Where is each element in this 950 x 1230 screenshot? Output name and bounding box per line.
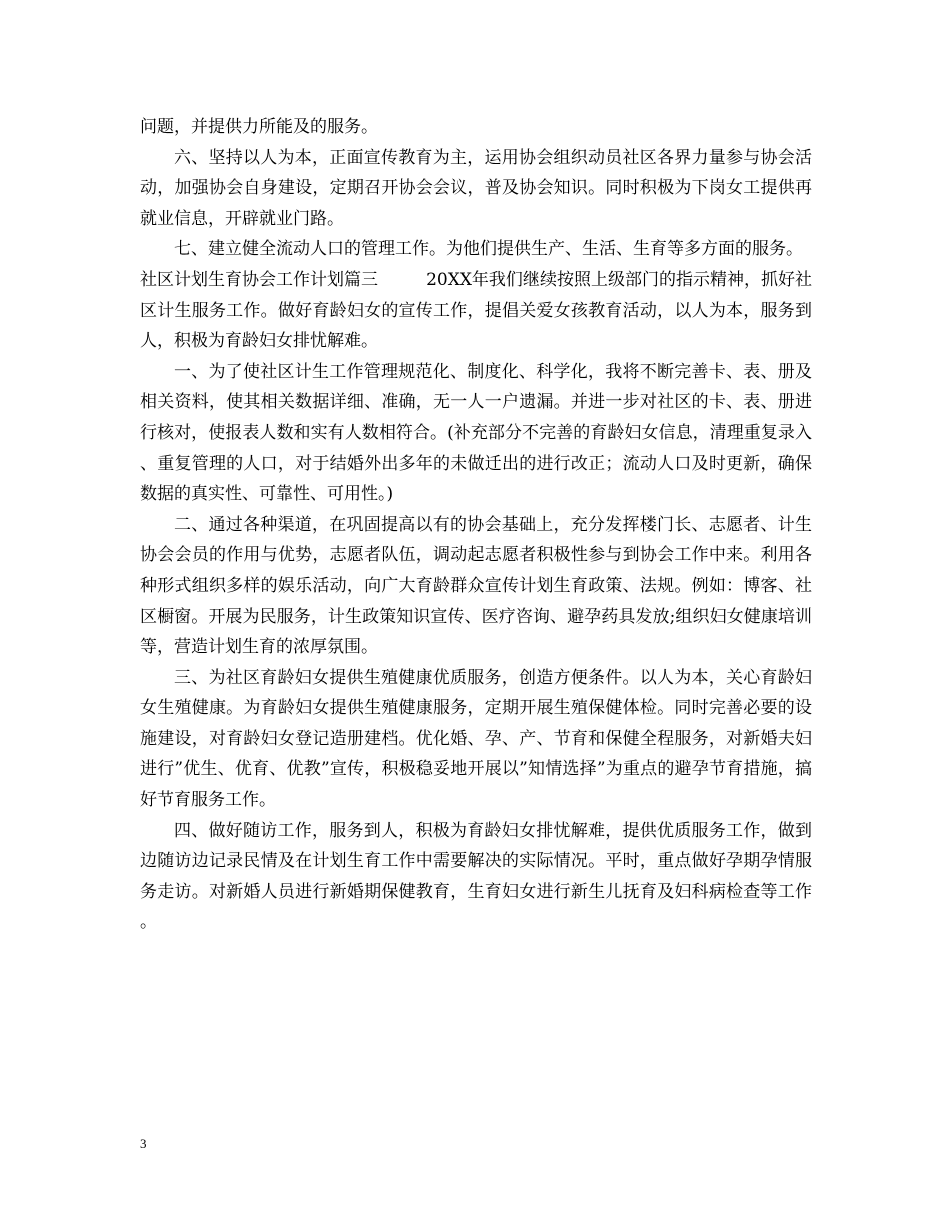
section-intro-text: 20XX年我们继续按照上级部门的指示精神，抓好社区计生服务工作。做好育龄妇女的宣传工作，提倡关爱女孩教育活动，以人为本，服务到人，积极为育龄妇女排忧解难。 [140,269,813,352]
section-title: 社区计划生育协会工作计划篇三 [140,269,379,290]
document-body [140,112,812,938]
section-three-intro [140,265,812,357]
paragraph-item-four: 四、做好随访工作，服务到人，积极为育龄妇女排忧解难，提供优质服务工作，做到边随访边记录民情及在计划生育工作中需要解决的实际情况。平时，重点做好孕期孕情服务走访。对新婚人员进行新婚期保健教育，生育妇女进行新生儿抚育及妇科病检查等工作。 [140,820,812,933]
paragraph-item-three: 三、为社区育龄妇女提供生殖健康优质服务，创造方便条件。以人为本，关心育龄妇女生殖健康。为育龄妇女提供生殖健康服务，定期开展生殖保健体检。同时完善必要的设施建设，对育龄妇女登记造册建档。优化婚、孕、产、节育和保健全程服务，对新婚夫妇进行”优生、优育、优教”宣传，积极稳妥地开展以”知情选择”为重点的避孕节育措施，搞好节育服务工作。 [140,667,812,811]
paragraph-continuation: 问题，并提供力所能及的服务。 [140,117,378,137]
paragraph-item-seven: 七、建立健全流动人口的管理工作。为他们提供生产、生活、生育等多方面的服务。 [174,239,803,260]
paragraph-item-six: 六、坚持以人为本，正面宣传教育为主，运用协会组织动员社区各界力量参与协会活动，加强协会自身建设，定期召开协会会议，普及协会知识。同时积极为下岗女工提供再就业信息，开辟就业门路。 [140,147,812,229]
paragraph-item-one: 一、为了使社区计生工作管理规范化、制度化、科学化，我将不断完善卡、表、册及相关资料，使其相关数据详细、准确，无一人一户遗漏。并进一步对社区的卡、表、册进行核对，使报表人数和实有人数相符合。(补充部分不完善的育龄妇女信息，清理重复录入、重复管理的人口，对于结婚外出多年的未做迁出的进行改正；流动人口及时更新，确保数据的真实性、可靠性、可用性。) [140,361,812,505]
paragraph-item-two: 二、通过各种渠道，在巩固提高以有的协会基础上，充分发挥楼门长、志愿者、计生协会会员的作用与优势，志愿者队伍，调动起志愿者积极性参与到协会工作中来。利用各种形式组织多样的娱乐活动，向广大育龄群众宣传计划生育政策、法规。例如：博客、社区橱窗。开展为民服务，计生政策知识宣传、医疗咨询、避孕药具发放;组织妇女健康培训等，营造计划生育的浓厚氛围。 [140,514,812,658]
page-number: 3 [140,1136,147,1151]
